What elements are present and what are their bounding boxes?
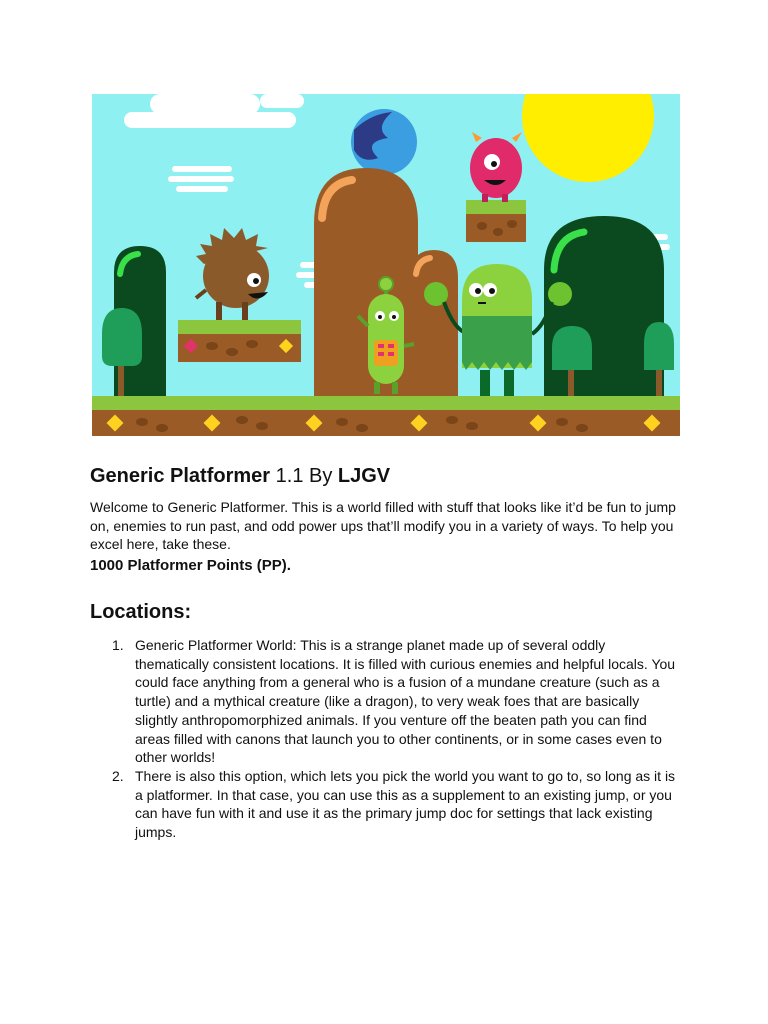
location-item <box>90 767 680 842</box>
locations-list <box>90 636 680 842</box>
document-title <box>90 463 390 489</box>
title-version: 1.1 By <box>275 465 333 487</box>
location-text: There is also this option, which lets you pick the world you want to go to, so long as it is a platformer. In that case, you can use this as a supplement to an existing jump, or you can have fun with it and use it as the primary jump doc for settings that lack existing jumps. <box>135 767 676 841</box>
intro-paragraph: Welcome to Generic Platformer. This is a world filled with stuff that looks like it’d be fun to jump on, enemies to run past, and odd power ups that’ll modify you in a variety of ways. To help you excel here, take these. <box>90 499 676 553</box>
platform-top <box>466 200 526 242</box>
planet <box>351 109 417 175</box>
ground-strip <box>92 396 680 436</box>
title-name: Generic Platformer <box>90 465 271 487</box>
location-number: 1. <box>112 637 124 653</box>
points-allowance: 1000 Platformer Points (PP). <box>90 557 291 574</box>
locations-heading: Locations: <box>90 601 192 623</box>
location-number: 2. <box>112 767 124 784</box>
location-text: Generic Platformer World: This is a strange planet made up of several oddly thematically consistent locations. It is filled with curious enemies and helpful locals. You could face anything from a general who is a fusion of a mundane creature (such as a turtle) and a mythical creature (like a dragon), to very weak foes that are basically slightly anthropomorphized animals. If you venture off the beaten path you can find areas filled with canons that launch you to other continents, or in some cases even to other worlds! <box>135 637 676 766</box>
cloud-left <box>168 166 234 192</box>
platform-left <box>178 320 301 362</box>
brown-hill-small <box>410 250 458 396</box>
location-item <box>90 636 680 767</box>
title-author: LJGV <box>337 465 391 487</box>
game-banner-illustration <box>92 94 680 436</box>
